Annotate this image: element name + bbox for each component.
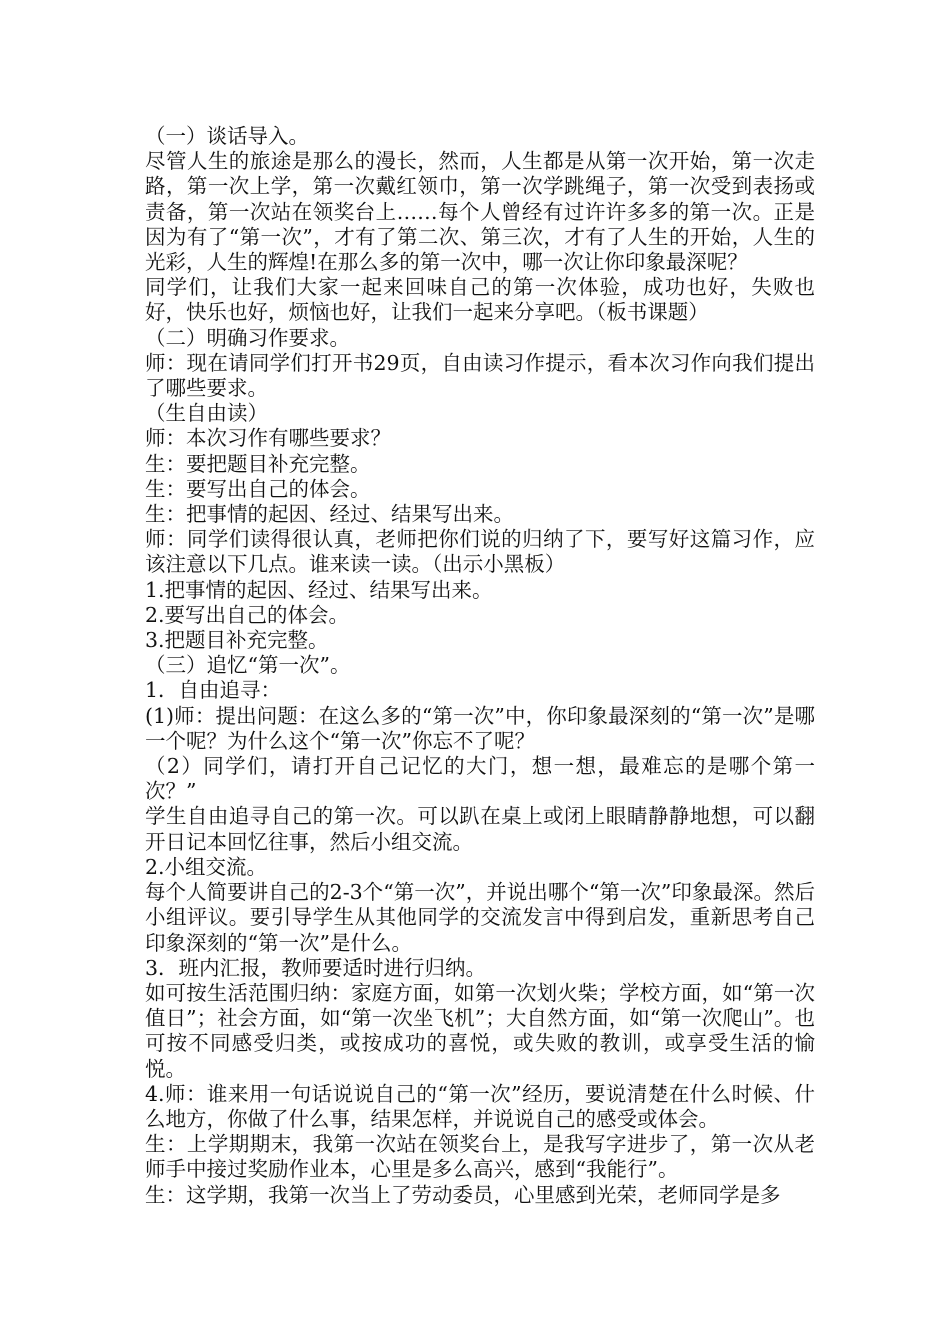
paragraph-teacher-summary: 师：同学们读得很认真，老师把你们说的归纳了下，要写好这篇习作，应该注意以下几点。谁来读一读。（出示小黑板）: [145, 527, 815, 577]
paragraph-categorization: 如可按生活范围归纳：家庭方面，如第一次划火柴；学校方面，如“第一次值日”；社会方面，如“第一次坐飞机”；大自然方面，如“第一次爬山”。也可按不同感受归类，或按成功的喜悦，或失败的教训，或享受生活的愉悦。: [145, 980, 815, 1081]
list-item-requirement-1: 1.把事情的起因、经过、结果写出来。: [145, 577, 493, 602]
heading-recall-first-time: （三）追忆“第一次”。: [145, 653, 351, 678]
heading-requirements: （二）明确习作要求。: [145, 325, 350, 350]
paragraph-free-reading: （生自由读）: [145, 401, 268, 426]
paragraph-student-recall: 学生自由追寻自己的第一次。可以趴在桌上或闭上眼睛静静地想，可以翻开日记本回忆往事，然后小组交流。: [145, 804, 815, 854]
document-body: [145, 124, 815, 1208]
paragraph-teacher-question: 师：本次习作有哪些要求？: [145, 426, 391, 451]
paragraph-group-exchange: 每个人简要讲自己的2-3个“第一次”，并说出哪个“第一次”印象最深。然后小组评议。要引导学生从其他同学的交流发言中得到启发，重新思考自己印象深刻的“第一次”是什么。: [145, 880, 815, 955]
paragraph-student-answer-2: 生：要写出自己的体会。: [145, 476, 371, 501]
paragraph-student-answer-3: 生：把事情的起因、经过、结果写出来。: [145, 502, 514, 527]
paragraph-teacher-one-sentence: 4.师：谁来用一句话说说自己的“第一次”经历，要说清楚在什么时候、什么地方，你做了什么事，结果怎样，并说说自己的感受或体会。: [145, 1081, 815, 1131]
subheading-class-report: 3．班内汇报，教师要适时进行归纳。: [145, 955, 487, 980]
paragraph-student-example-2: 生：这学期，我第一次当上了劳动委员，心里感到光荣，老师同学是多: [145, 1182, 781, 1207]
paragraph-share-invitation: 同学们，让我们大家一起来回味自己的第一次体验，成功也好，失败也好，快乐也好，烦恼也好，让我们一起来分享吧。（板书课题）: [145, 275, 815, 325]
subheading-group-exchange: 2.小组交流。: [145, 854, 268, 879]
heading-conversation-intro: （一）谈话导入。: [145, 124, 309, 148]
paragraph-teacher-prompt-1: (1)师：提出问题：在这么多的“第一次”中，你印象最深刻的“第一次”是哪一个呢？为什么这个“第一次”你忘不了呢？: [145, 703, 815, 753]
paragraph-student-answer-1: 生：要把题目补充完整。: [145, 451, 371, 476]
subheading-free-recall: 1．自由追寻：: [145, 678, 282, 703]
paragraph-student-example-1: 生：上学期期末，我第一次站在领奖台上，是我写字进步了，第一次从老师手中接过奖励作业本，心里是多么高兴，感到“我能行”。: [145, 1132, 815, 1182]
paragraph-intro-text: 尽管人生的旅途是那么的漫长，然而，人生都是从第一次开始，第一次走路，第一次上学，第一次戴红领巾，第一次学跳绳子，第一次受到表扬或责备，第一次站在领奖台上……每个人曾经有过许许多多的第一次。正是因为有了“第一次”，才有了第二次、第三次，才有了人生的开始，人生的光彩，人生的辉煌!在那么多的第一次中，哪一次让你印象最深呢？: [145, 149, 815, 275]
list-item-requirement-2: 2.要写出自己的体会。: [145, 602, 350, 627]
paragraph-teacher-prompt-2: （2）同学们，请打开自己记忆的大门，想一想，最难忘的是哪个第一次？”: [145, 754, 815, 804]
list-item-requirement-3: 3.把题目补充完整。: [145, 628, 329, 653]
paragraph-teacher-open-book: 师：现在请同学们打开书29页，自由读习作提示，看本次习作向我们提出了哪些要求。: [145, 350, 815, 401]
